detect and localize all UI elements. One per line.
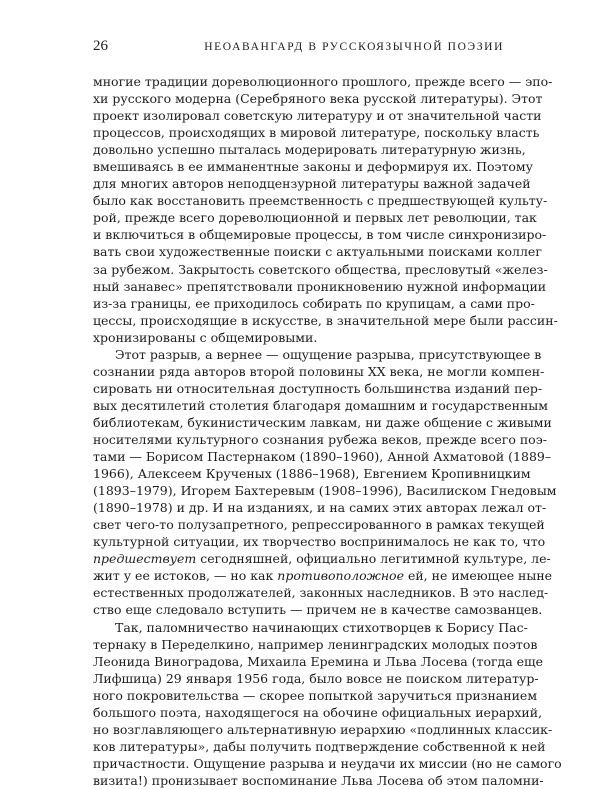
text-line: большого поэта, находящегося на обочине официальных иерархий, [93, 704, 543, 720]
text-line: из-за границы, ее приходилось собирать по крупицам, а сами про- [93, 295, 535, 311]
text-line: многие традиции дореволюционного прошлого, прежде всего — эпо- [93, 74, 553, 89]
text-line: рой, прежде всего дореволюционной и первых лет революции, так [93, 210, 537, 226]
text-line: но возглавляющего альтернативную иерархию «подлинных классик- [93, 721, 553, 737]
text-line: визита!) пронизывает воспоминание Льва Лосева об этом паломни- [93, 772, 544, 788]
text-line: сировать ни относительная доступность большинства изданий пер- [93, 380, 543, 396]
text-line: культурной ситуации, их творчество воспринималось не как то, что [93, 534, 546, 550]
paragraph-3 [93, 619, 562, 789]
italic-term: предшествует [93, 551, 197, 567]
text-line: Этот разрыв, а вернее — ощущение разрыва, присутствующее в [115, 346, 542, 362]
text-line: вых десятилетий столетия благодаря домашним и государственным [93, 397, 548, 413]
text-line: естественных продолжателей, законных наследников. В это наслед- [93, 585, 549, 601]
text-line: было как восстановить преемственность с предшествующей культу- [93, 193, 548, 209]
text-line: сознании ряда авторов второй половины XX века, не могли компен- [93, 363, 545, 379]
text-line: библиотекам, букинистическим лавкам, ни даже общение с живыми [93, 414, 552, 430]
body-text [93, 73, 562, 789]
text-line: носителями культурного сознания рубежа веков, прежде всего поэ- [93, 431, 547, 447]
text-line: тами — Борисом Пастернаком (1890–1960), Анной Ахматовой (1889– [93, 449, 552, 465]
text-line: вмешиваясь в ее имманентные законы и деформируя их. Поэтому [93, 159, 534, 175]
text-line: тернаку в Переделкино, например ленинградских молодых поэтов [93, 636, 538, 652]
paragraph-2 [93, 346, 557, 619]
text-line: ный занавес» препятствовали проникновению нужной информации [93, 278, 547, 294]
italic-term: противоположное [277, 568, 404, 584]
text-line: довольно успешно пыталась модерировать литературную жизнь, [93, 142, 526, 158]
text-line: ков литературы», дабы получить подтверждение собственной к ней [93, 738, 546, 754]
page-header [93, 38, 504, 54]
text-line: проект изолировал советскую литературу и от значительной части [93, 108, 542, 124]
text-line: (1890–1978) и др. И на изданиях, и на самих этих авторах лежал от- [93, 500, 547, 516]
text-line: Леонида Виноградова, Михаила Еремина и Льва Лосева (тогда еще [93, 653, 544, 669]
text-line: хронизированы с общемировыми. [93, 329, 318, 345]
text-line: цессы, происходящие в искусстве, в значительной мере были рассин- [93, 312, 558, 328]
text-line: Лифшица) 29 января 1956 года, было вовсе не поиском литератур- [93, 670, 539, 686]
text-line: ство еще следовало вступить — причем не в качестве самозванцев. [93, 602, 543, 618]
page-number: 26 [93, 38, 108, 54]
text-line: Так, паломничество начинающих стихотворцев к Борису Пас- [115, 619, 528, 635]
text-line: причастности. Ощущение разрыва и неудачи их миссии (но не самого [93, 755, 562, 771]
text-line: свет чего-то полузапретного, репрессированного в рамках текущей [93, 517, 545, 533]
text-line: хи русского модерна (Серебряного века русской литературы). Этот [93, 91, 543, 107]
text-line: и включиться в общемировые процессы, в том числе синхронизиро- [93, 227, 547, 243]
text-line: 1966), Алексеем Крученых (1886–1968), Евгением Кропивницким [93, 466, 531, 482]
text-line-italic: жит у ее истоков, — но как противоположное ей, не имеющее ныне [93, 568, 553, 584]
paragraph-1 [93, 73, 558, 346]
text-line: вать свои художественные поиски с актуальными поисками коллег [93, 244, 542, 260]
text-line: (1893–1979), Игорем Бахтеревым (1908–1996), Василиском Гнедовым [93, 483, 557, 499]
text-line-italic: предшествует сегодняшней, официально легитимной культуре, ле- [93, 551, 551, 567]
text-line: процессов, происходящих в мировой литературе, поскольку власть [93, 125, 540, 141]
text-line: ного покровительства — скорее попыткой заручиться признанием [93, 687, 538, 703]
text-line: для многих авторов неподцензурной литературы важной задачей [93, 176, 531, 192]
text-line: за рубежом. Закрытость советского общества, пресловутый «желез- [93, 261, 548, 277]
running-title: НЕОАВАНГАРД В РУССКОЯЗЫЧНОЙ ПОЭЗИИ [204, 41, 504, 53]
